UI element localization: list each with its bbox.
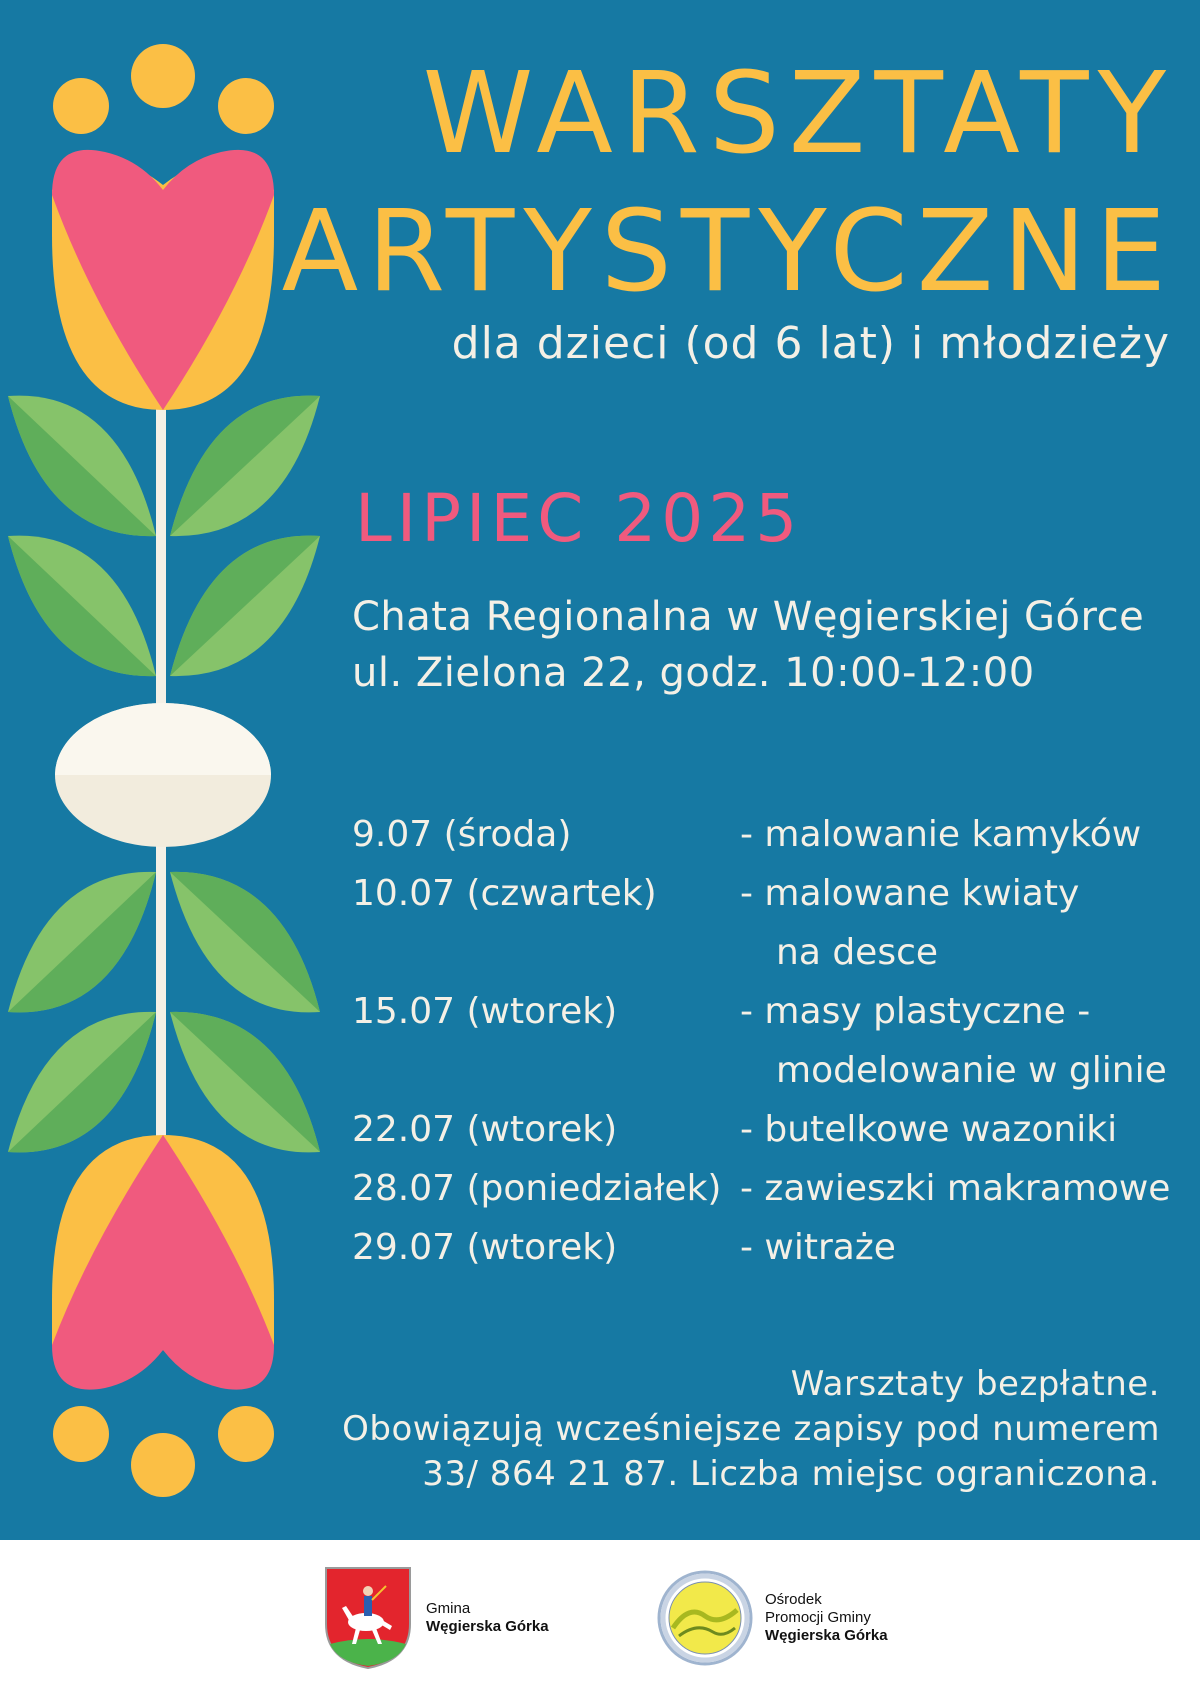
schedule-activity: [740, 1159, 1170, 1218]
activity-text: - malowanie kamyków: [740, 814, 1142, 855]
info-phone-limit: 33/ 864 21 87. Liczba miejsc ograniczona.: [422, 1454, 1160, 1494]
venue-address-time: ul. Zielona 22, godz. 10:00-12:00: [352, 650, 1035, 696]
month-heading: LIPIEC 2025: [355, 480, 803, 557]
venue-name: Chata Regionalna w Węgierskiej Górce: [352, 594, 1145, 640]
schedule-row: [352, 1100, 1182, 1159]
schedule-date: 28.07 (poniedziałek): [352, 1168, 722, 1209]
promotion-office-logo-text: [765, 1591, 888, 1645]
activity-text-cont: modelowanie w glinie: [776, 1050, 1167, 1091]
activity-text: - masy plastyczne -: [740, 991, 1091, 1032]
title-line-1: WARSZTATY: [422, 49, 1175, 179]
schedule-date: 10.07 (czwartek): [352, 873, 657, 914]
activity-text: - butelkowe wazoniki: [740, 1109, 1118, 1150]
gmina-logo-text: [426, 1600, 549, 1636]
footer-logos: [0, 1540, 1200, 1697]
schedule-list: [352, 805, 1182, 1277]
schedule-row: [352, 864, 1182, 982]
activity-text: - witraże: [740, 1227, 896, 1268]
title-line-2: ARTYSTYCZNE: [281, 187, 1175, 317]
promotion-office-logo: [657, 1570, 888, 1666]
subtitle: dla dzieci (od 6 lat) i młodzieży: [451, 318, 1170, 369]
promotion-logo-line2: Promocji Gminy: [765, 1609, 871, 1626]
activity-text: - malowane kwiaty: [740, 873, 1080, 914]
info-free: Warsztaty bezpłatne.: [790, 1364, 1160, 1404]
venue: [352, 589, 1144, 701]
schedule-activity: [740, 1218, 896, 1277]
registration-info: [342, 1362, 1160, 1497]
coat-of-arms-icon: [322, 1564, 414, 1672]
schedule-activity: [740, 1100, 1117, 1159]
schedule-date: 29.07 (wtorek): [352, 1227, 618, 1268]
schedule-date: 9.07 (środa): [352, 814, 572, 855]
folk-flower-ornament: [0, 0, 330, 1540]
schedule-row: [352, 1159, 1182, 1218]
schedule-activity: [740, 864, 1079, 982]
schedule-activity: [740, 982, 1167, 1100]
promotion-office-icon: [657, 1570, 753, 1666]
schedule-row: [352, 982, 1182, 1100]
schedule-date: 15.07 (wtorek): [352, 991, 618, 1032]
schedule-date: 22.07 (wtorek): [352, 1109, 618, 1150]
schedule-row: [352, 805, 1182, 864]
promotion-logo-line3: Węgierska Górka: [765, 1627, 888, 1644]
gmina-logo-line1: Gmina: [426, 1600, 471, 1617]
gmina-logo-line2: Węgierska Górka: [426, 1618, 549, 1635]
promotion-logo-line1: Ośrodek: [765, 1591, 822, 1608]
activity-text-cont: na desce: [776, 932, 939, 973]
gmina-logo: [322, 1564, 549, 1672]
activity-text: - zawieszki makramowe: [740, 1168, 1171, 1209]
schedule-row: [352, 1218, 1182, 1277]
schedule-activity: [740, 805, 1141, 864]
info-registration: Obowiązują wcześniejsze zapisy pod numerem: [342, 1409, 1160, 1449]
